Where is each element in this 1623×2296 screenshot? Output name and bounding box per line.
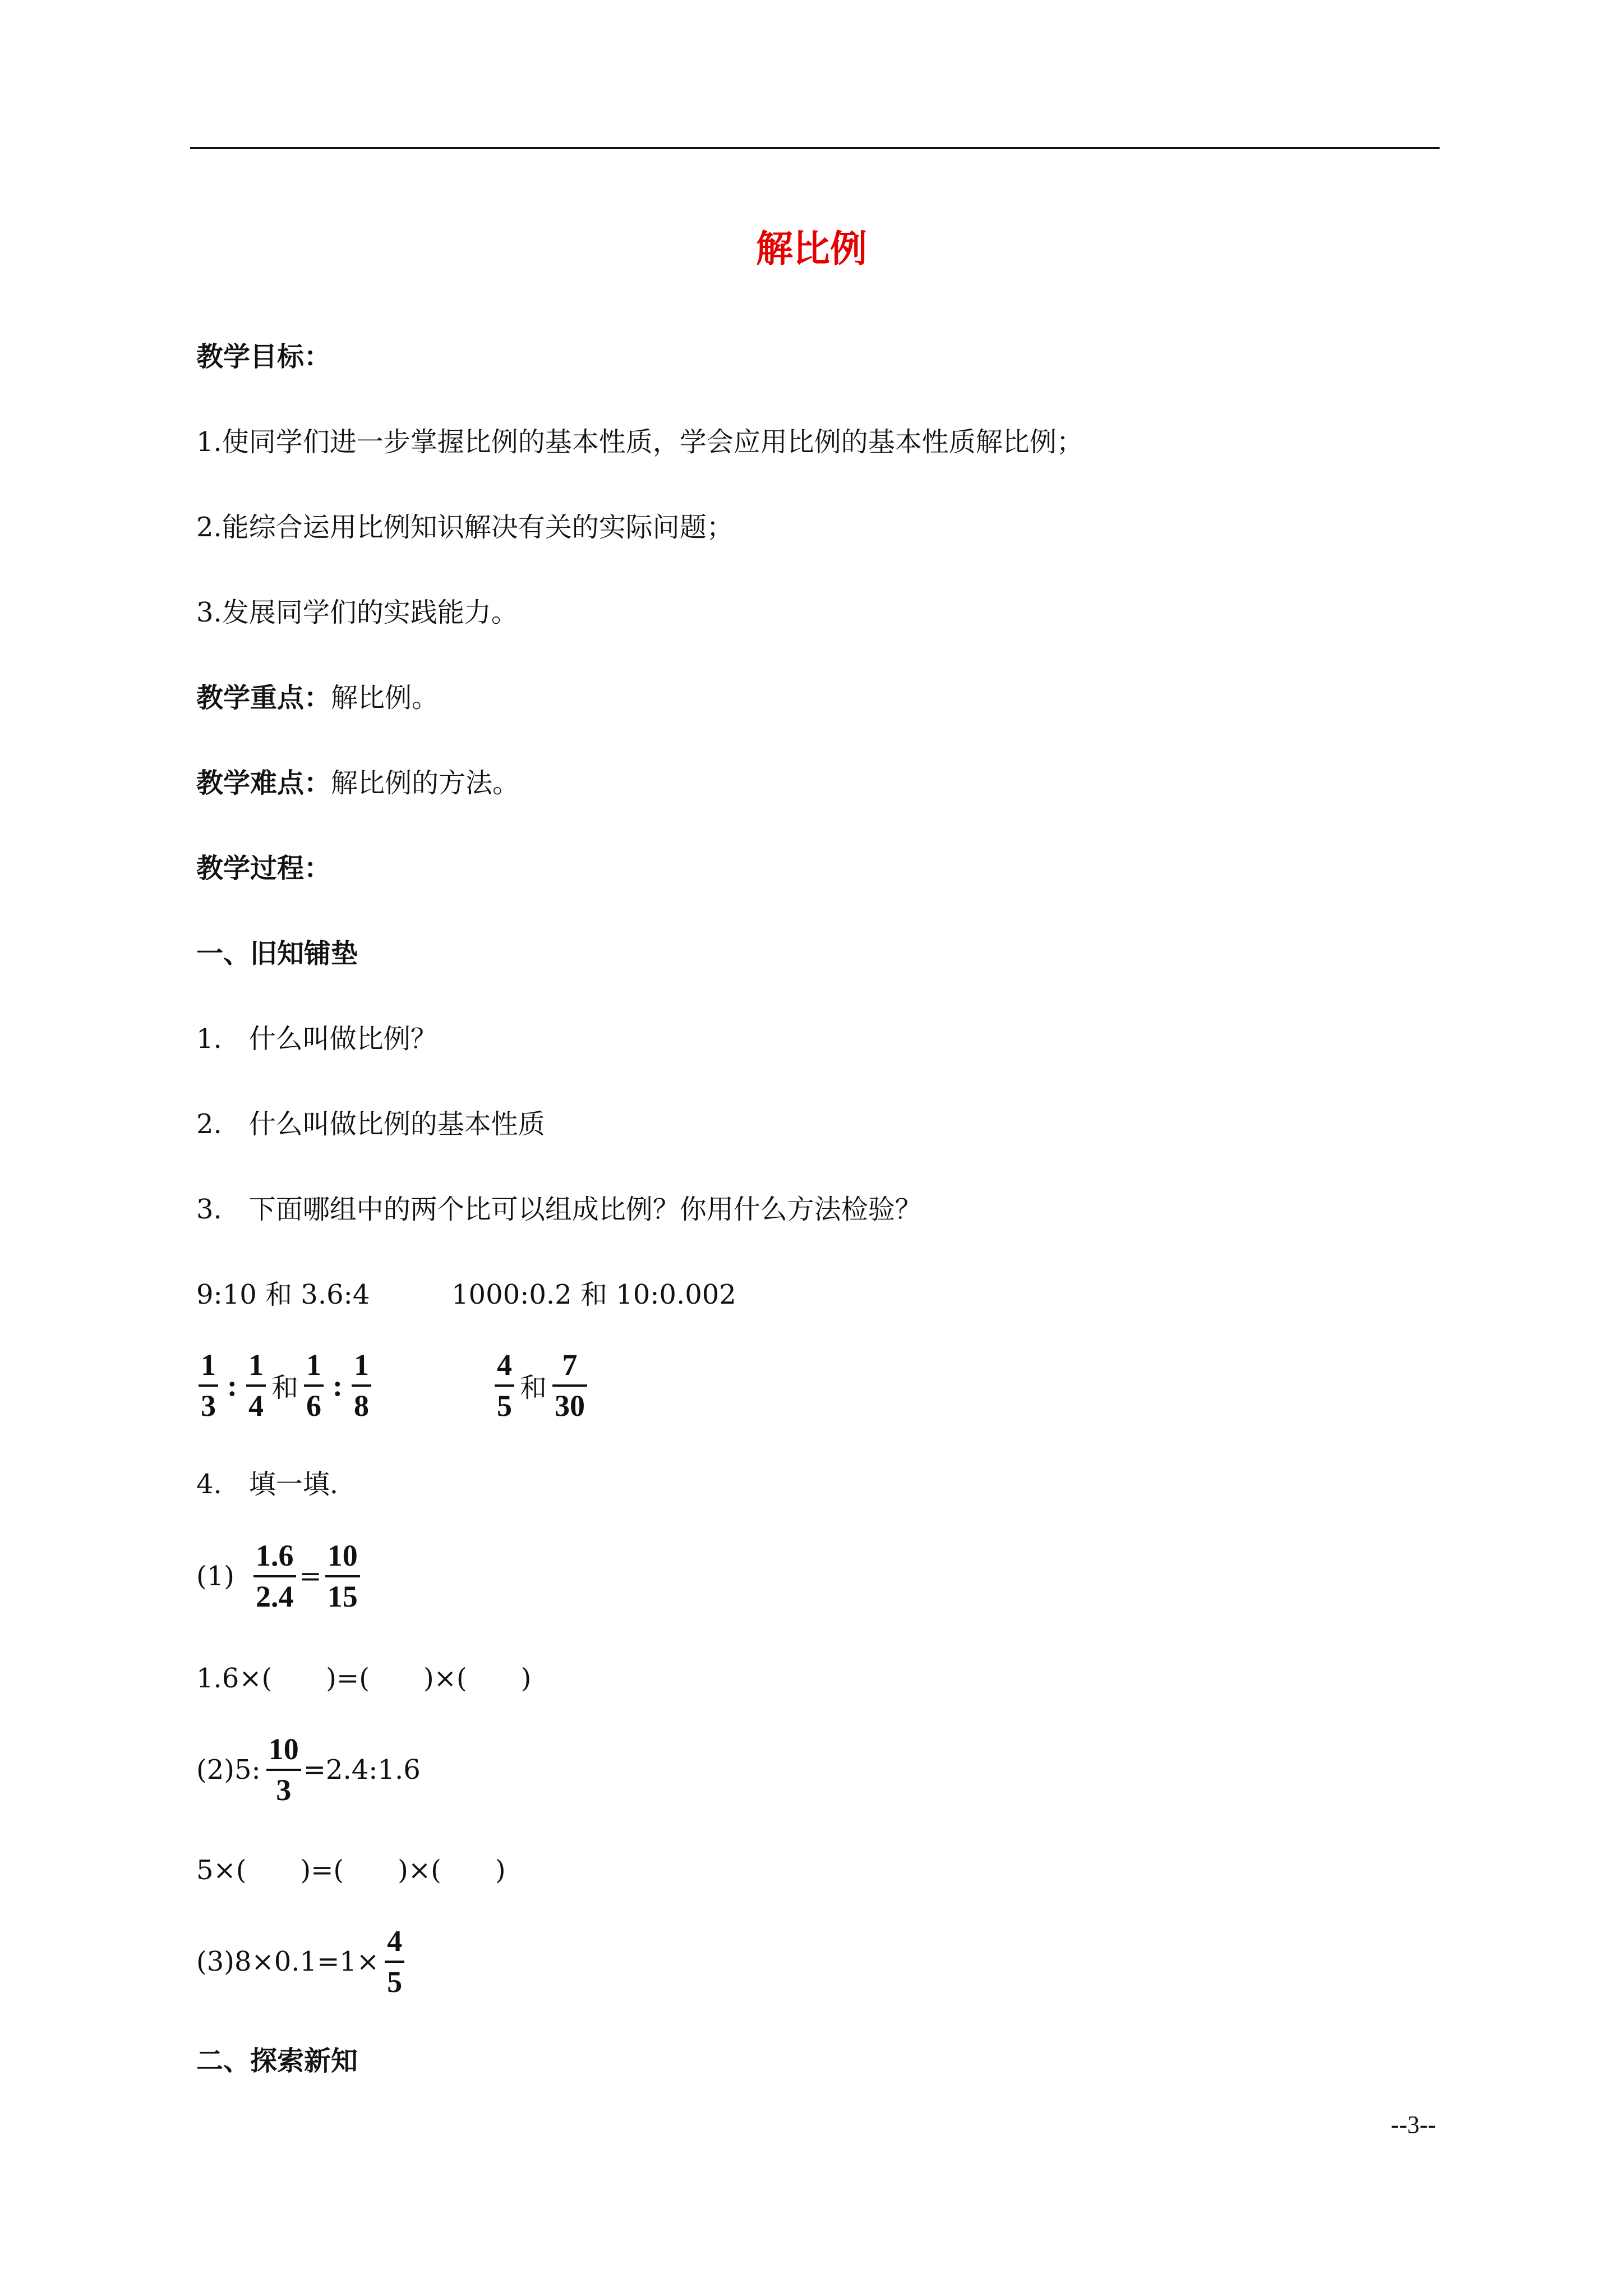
fraction: $\frac{4}{5}$: [495, 1349, 514, 1421]
goals-heading: 教学目标：: [196, 341, 331, 372]
ratio-pair-a: 9:10 和 3.6:4: [196, 1279, 370, 1310]
fraction: $\frac{7}{30}$: [552, 1349, 587, 1421]
fill-item-1: [196, 1540, 362, 1612]
difficulty-text: 解比例的方法。: [331, 767, 520, 799]
fraction: $\frac{1}{3}$: [199, 1349, 218, 1421]
colon: :: [227, 1368, 237, 1402]
fill-blank-1: 1.6×( )=( )×( ): [196, 1663, 532, 1694]
fraction-ratio-pair-c: [196, 1349, 374, 1421]
key-point-text: 解比例。: [331, 682, 439, 714]
and-word: 和: [520, 1372, 547, 1404]
fill-item-2: [196, 1733, 424, 1806]
page-title: 解比例: [756, 227, 867, 270]
and-word: 和: [271, 1372, 298, 1404]
section1-heading: 一、旧知铺垫: [196, 938, 358, 969]
fraction: $\frac{4}{5}$: [385, 1925, 404, 1998]
key-point-label: 教学重点：: [196, 682, 331, 714]
fraction: $\frac{1}{6}$: [304, 1349, 324, 1421]
fraction: $\frac{10}{3}$: [266, 1733, 301, 1806]
page-number: --3--: [1391, 2111, 1436, 2138]
fraction: $\frac{1}{8}$: [352, 1349, 371, 1421]
fill-item-3: [196, 1925, 407, 1998]
goal-item-3: 3.发展同学们的实践能力。: [196, 597, 518, 628]
colon: :: [333, 1368, 343, 1402]
item-label: (1): [196, 1560, 234, 1592]
equals-sign: =: [299, 1560, 322, 1592]
question-4: 4. 填一填.: [196, 1469, 339, 1500]
process-heading: 教学过程：: [196, 853, 331, 884]
item2-prefix: (2)5:: [196, 1754, 261, 1786]
goal-item-2: 2.能综合运用比例知识解决有关的实际问题；: [196, 512, 734, 543]
fraction: $\frac{1.6}{2.4}$: [253, 1540, 296, 1612]
question-1: 1. 什么叫做比例？: [196, 1023, 437, 1055]
goal-item-1: 1.使同学们进一步掌握比例的基本性质，学会应用比例的基本性质解比例；: [196, 426, 1083, 458]
fraction: $\frac{10}{15}$: [325, 1540, 360, 1612]
question-2: 2. 什么叫做比例的基本性质: [196, 1108, 545, 1140]
fill-blank-2: 5×( )=( )×( ): [196, 1855, 506, 1886]
difficulty: [196, 767, 520, 799]
difficulty-label: 教学难点：: [196, 767, 331, 799]
fraction-pair-d: [492, 1349, 589, 1421]
ratio-pair-b: 1000:0.2 和 10:0.002: [451, 1279, 736, 1310]
key-point: [196, 682, 439, 714]
fraction: $\frac{1}{4}$: [246, 1349, 266, 1421]
question-3: 3. 下面哪组中的两个比可以组成比例？你用什么方法检验？: [196, 1194, 922, 1225]
item2-suffix: =2.4:1.6: [303, 1754, 421, 1786]
header-rule: [190, 147, 1440, 149]
section2-heading: 二、探索新知: [196, 2045, 358, 2077]
item3-prefix: (3)8×0.1=1×: [196, 1945, 380, 1977]
